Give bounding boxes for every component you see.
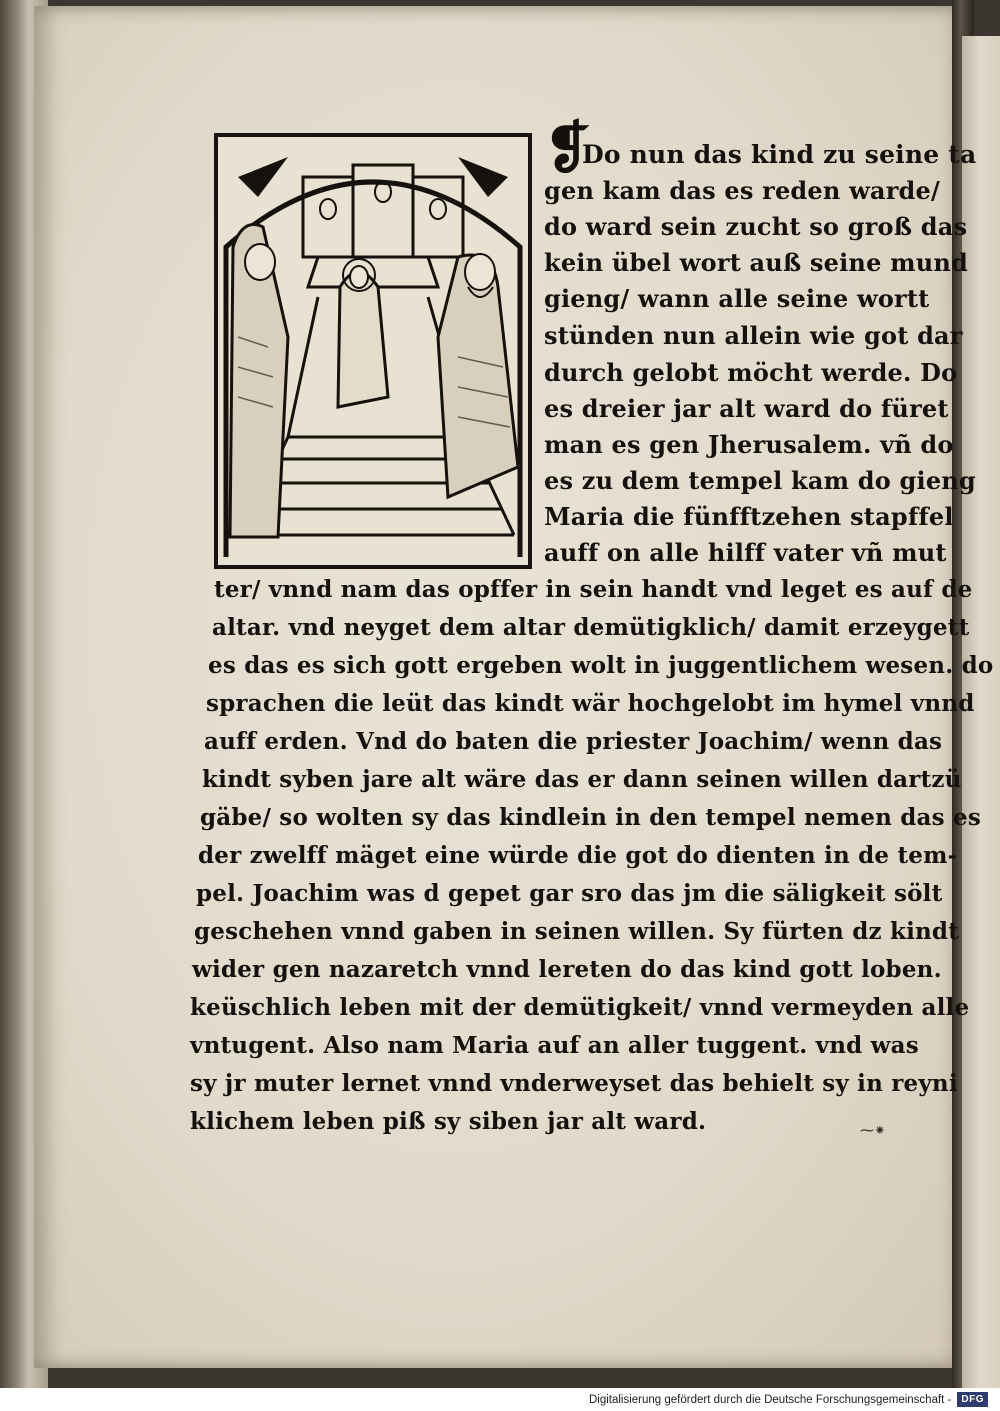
text-line-5: gieng/ wann alle seine wortt	[544, 284, 930, 313]
text-line-15: es das es sich gott ergeben wolt in juggentlichem wesen. do	[208, 652, 994, 679]
text-line-22: geschehen vnnd gaben in seinen willen. Sy fürten dz kindt	[194, 918, 960, 945]
text-line-18: kindt syben jare alt wäre das er dann seinen willen dartzü	[202, 766, 962, 793]
text-line-27: klichem leben piß sy siben jar alt ward.	[190, 1108, 707, 1135]
initial-pilcrow: ❡	[544, 115, 591, 181]
footer-bar	[0, 1388, 1000, 1411]
woodcut-illustration	[214, 133, 532, 569]
text-line-10: es zu dem tempel kam do gieng	[544, 466, 976, 495]
text-line-12: auff on alle hilff vater vñ mut	[544, 538, 947, 567]
text-line-9: man es gen Jherusalem. vñ do	[544, 430, 954, 459]
text-line-20: der zwelff mäget eine würde die got do dienten in de tem-	[198, 842, 958, 869]
text-line-11: Maria die fünfftzehen stapffel	[544, 502, 954, 531]
text-line-23: wider gen nazaretch vnnd lereten do das kind gott loben.	[192, 956, 942, 983]
text-line-6: stünden nun allein wie got dar	[544, 321, 963, 350]
text-line-24: keüschlich leben mit der demütigkeit/ vnnd vermeyden alle	[190, 994, 970, 1021]
text-line-1: Do nun das kind zu seine ta	[582, 140, 977, 169]
text-line-25: vntugent. Also nam Maria auf an aller tuggent. vnd was	[190, 1032, 919, 1059]
text-line-4: kein übel wort auß seine mund	[544, 248, 968, 277]
text-line-17: auff erden. Vnd do baten die priester Joachim/ wenn das	[204, 728, 943, 755]
woodcut-drawing	[218, 137, 528, 565]
footer-text: Digitalisierung gefördert durch die Deutsche Forschungsgemeinschaft -	[588, 1393, 952, 1406]
text-line-16: sprachen die leüt das kindt wär hochgelobt im hymel vnnd	[206, 690, 975, 717]
text-line-14: altar. vnd neyget dem altar demütigklich/ damit erzeygett	[212, 614, 970, 641]
text-line-19: gäbe/ so wolten sy das kindlein in den tempel nemen das es	[200, 804, 981, 831]
text-line-7: durch gelobt möcht werde. Do	[544, 358, 958, 387]
text-line-2: gen kam das es reden warde/	[544, 176, 940, 205]
text-line-21: pel. Joachim was d gepet gar sro das jm die säligkeit sölt	[196, 880, 943, 907]
text-line-13: ter/ vnnd nam das opffer in sein handt vnd leget es auf de	[214, 576, 973, 603]
end-ornament: ⁓⁕	[860, 1123, 886, 1139]
dfg-logo: DFG	[957, 1392, 988, 1407]
text-line-26: sy jr muter lernet vnnd vnderweyset das behielt sy in reyni	[190, 1070, 958, 1097]
text-line-3: do ward sein zucht so groß das	[544, 212, 968, 241]
text-line-8: es dreier jar alt ward do füret	[544, 394, 949, 423]
